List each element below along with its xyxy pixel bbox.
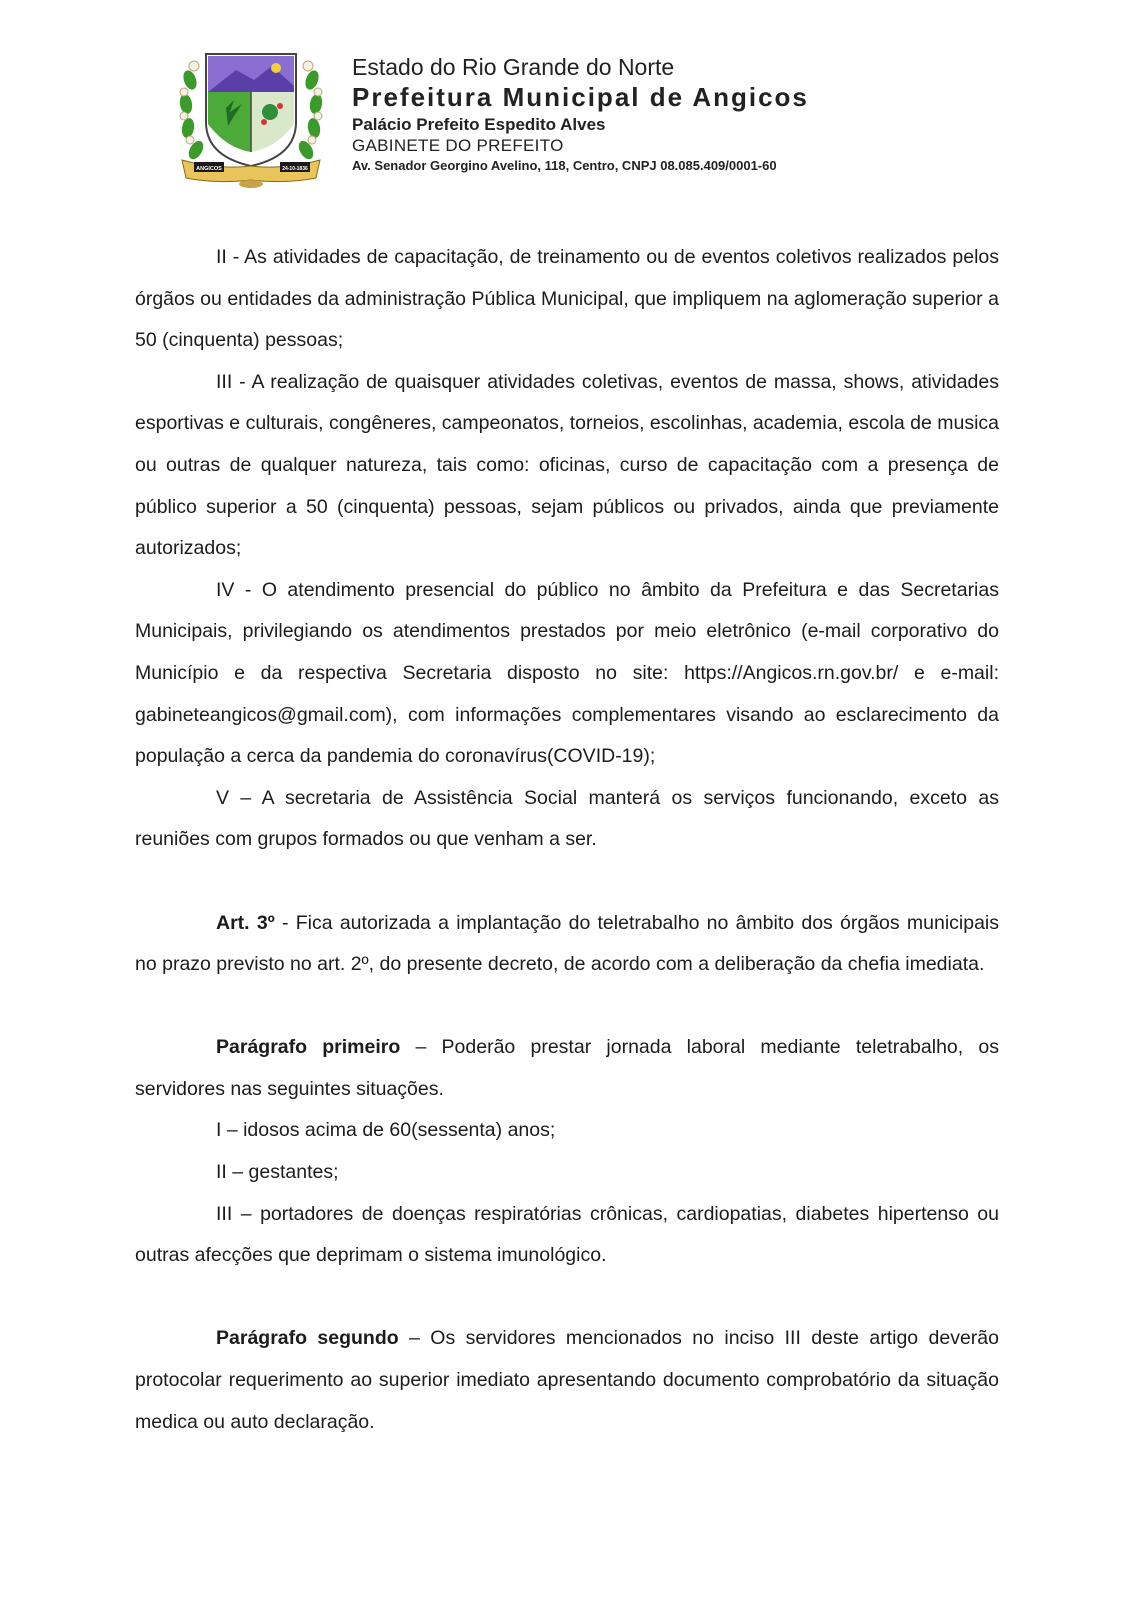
cabinet-name: GABINETE DO PREFEITO (352, 136, 564, 155)
spacer (135, 1277, 999, 1319)
state-name: Estado do Rio Grande do Norte (352, 54, 675, 80)
coat-of-arms-icon (176, 52, 326, 190)
spacer (135, 861, 999, 903)
clause-iii: III - A realização de quaisquer atividades coletivas, eventos de massa, shows, atividades esportivas e culturais, congêneres, campeonatos, torneios, escolinhas, academia, escola de musica ou outras de qualquer natureza, tais como: oficinas, curso de capacitação com a presença de público superior a 50 (cinquenta) pessoas, sejam públicos ou privados, ainda que previamente autorizados; (135, 370, 999, 560)
spacer (135, 986, 999, 1028)
paragraph-second (135, 1318, 999, 1443)
item-ii: II – gestantes; (216, 1161, 339, 1184)
paragraph-first-text: – Poderão prestar jornada laboral mediante teletrabalho, os servidores nas seguintes situações. (135, 1036, 999, 1100)
paragraph-first (135, 1027, 999, 1110)
svg-text:ANGICOS: ANGICOS (196, 166, 222, 172)
item-i: I – idosos acima de 60(sessenta) anos; (216, 1119, 556, 1142)
paragraph-first-label: Parágrafo primeiro (216, 1036, 401, 1059)
palace-name: Palácio Prefeito Espedito Alves (352, 115, 606, 134)
paragraph-second-label: Parágrafo segundo (216, 1327, 399, 1350)
address-line: Av. Senador Georgino Avelino, 118, Centro, CNPJ 08.085.409/0001-60 (352, 158, 777, 173)
article-3 (135, 903, 999, 986)
letterhead (0, 0, 1131, 200)
paragraph-second-text: – Os servidores mencionados no inciso III deste artigo deverão protocolar requerimento ao superior imediato apresentando documento comprobatório da situação medica ou auto declaração. (135, 1327, 999, 1433)
prefeitura-name: Prefeitura Municipal de Angicos (352, 82, 809, 112)
clause-iv: IV - O atendimento presencial do público no âmbito da Prefeitura e das Secretarias Municipais, privilegiando os atendimentos prestados por meio eletrônico (e-mail corporativo do Município e da respectiva Secretaria disposto no site: https://Angicos.rn.gov.br/ e e-mail: gabineteangicos@gmail.com), com informações complementares visando ao esclarecimento da população a cerca da pandemia do coronavírus(COVID-19); (135, 578, 999, 768)
svg-text:24-10-1836: 24-10-1836 (282, 166, 308, 172)
article-3-text: - Fica autorizada a implantação do teletrabalho no âmbito dos órgãos municipais no prazo previsto no art. 2º, do presente decreto, de acordo com a deliberação da chefia imediata. (135, 911, 1000, 976)
clause-ii: II - As atividades de capacitação, de treinamento ou de eventos coletivos realizados pelos órgãos ou entidades da administração Pública Municipal, que impliquem na aglomeração superior a 50 (cinquenta) pessoas; (135, 246, 999, 352)
document-body (135, 237, 999, 1443)
article-3-label: Art. 3º (216, 911, 275, 934)
item-iii: III – portadores de doenças respiratórias crônicas, cardiopatias, diabetes hipertenso ou outras afecções que deprimam o sistema imunológico. (135, 1202, 999, 1267)
letterhead-text (352, 56, 809, 172)
clause-v: V – A secretaria de Assistência Social manterá os serviços funcionando, exceto as reuniões com grupos formados ou que venham a ser. (135, 786, 999, 851)
